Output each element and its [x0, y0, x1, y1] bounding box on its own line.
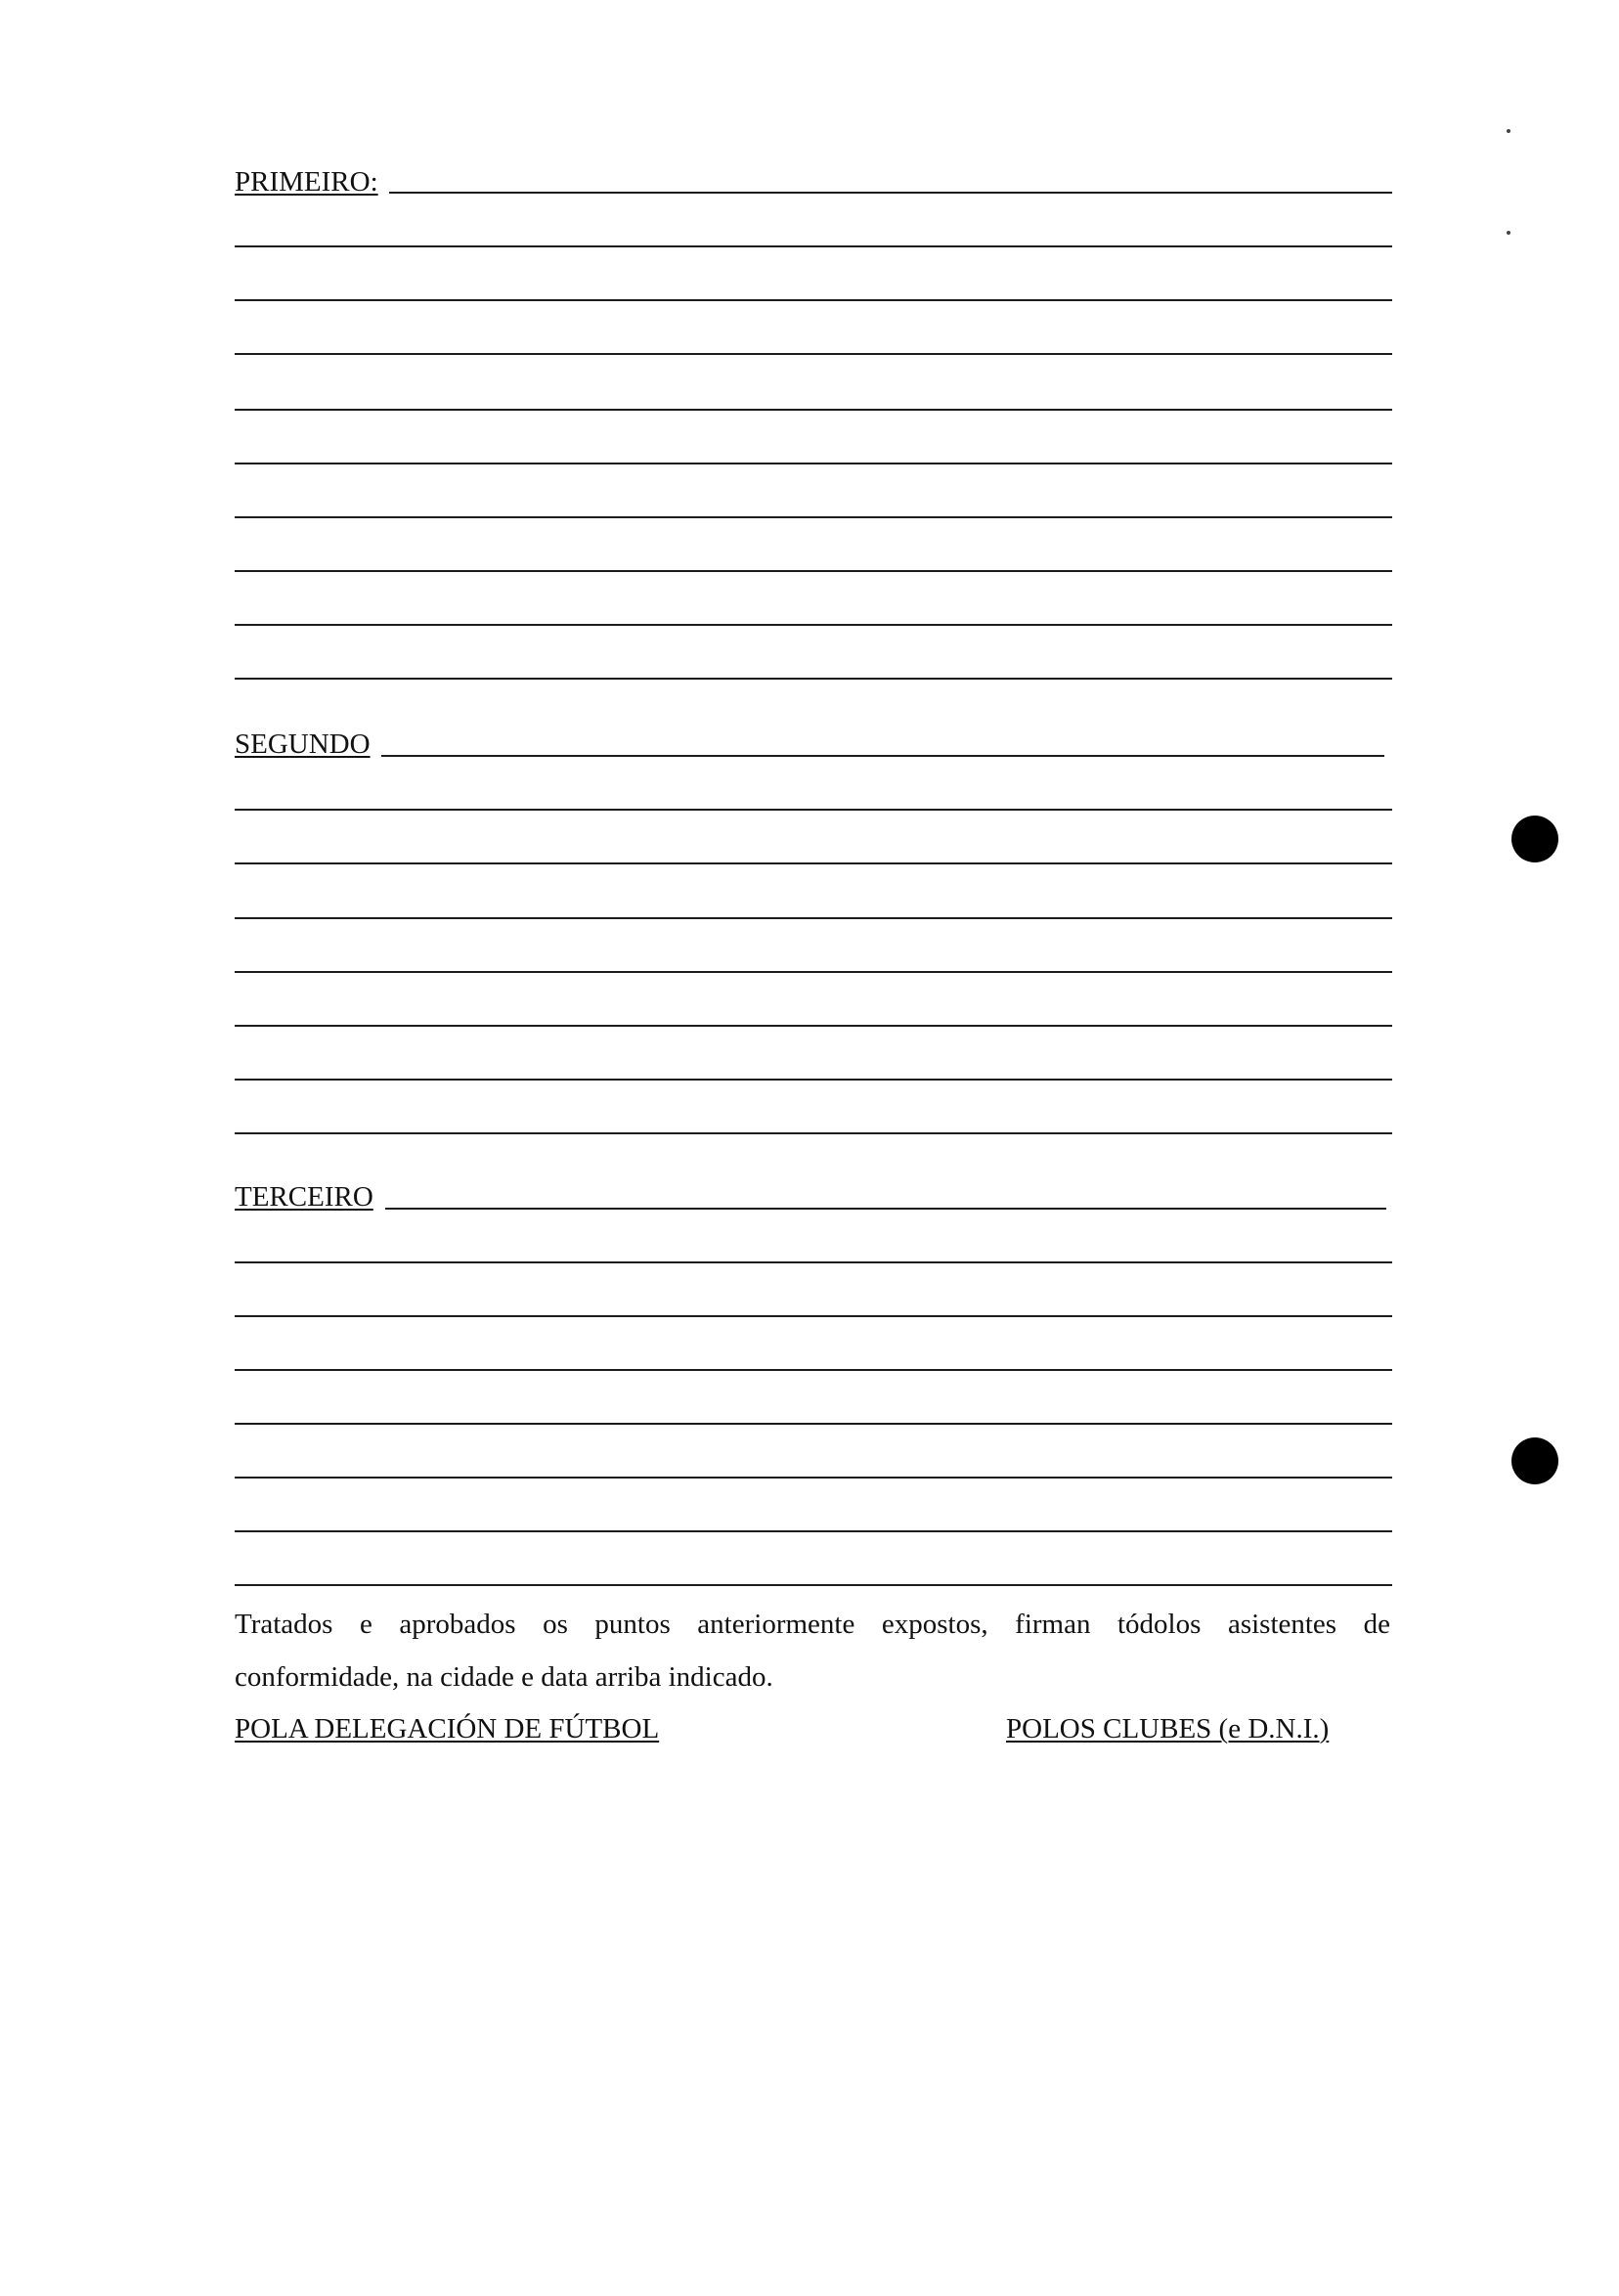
fill-line[interactable]	[235, 1584, 1392, 1586]
fill-line[interactable]	[235, 409, 1392, 411]
signature-clubs-label: POLOS CLUBES (e D.N.I.)	[1006, 1713, 1330, 1744]
fill-line[interactable]	[235, 1423, 1392, 1425]
fill-line[interactable]	[235, 570, 1392, 572]
fill-line[interactable]	[235, 624, 1392, 626]
fill-line[interactable]	[235, 353, 1392, 355]
fill-line[interactable]	[235, 516, 1392, 518]
section-third-label: TERCEIRO	[235, 1181, 373, 1213]
fill-line[interactable]	[235, 1079, 1392, 1081]
closing-line-1: Tratados e aprobados os puntos anteriormente expostos, firman tódolos asistentes de	[235, 1609, 1390, 1640]
scan-speck	[1507, 129, 1510, 133]
fill-line[interactable]	[235, 917, 1392, 919]
fill-line[interactable]	[389, 192, 1392, 194]
fill-line[interactable]	[235, 862, 1392, 864]
fill-line[interactable]	[235, 463, 1392, 464]
fill-line[interactable]	[385, 1208, 1386, 1210]
closing-paragraph	[235, 1598, 1390, 1703]
section-first-label: PRIMEIRO:	[235, 166, 378, 198]
fill-line[interactable]	[235, 1477, 1392, 1479]
fill-line[interactable]	[235, 1315, 1392, 1317]
fill-line[interactable]	[235, 1530, 1392, 1532]
signature-delegation-label: POLA DELEGACIÓN DE FÚTBOL	[235, 1713, 660, 1744]
punch-hole	[1511, 1437, 1558, 1484]
fill-line[interactable]	[235, 1369, 1392, 1371]
fill-line[interactable]	[235, 245, 1392, 247]
fill-line[interactable]	[381, 755, 1384, 757]
fill-line[interactable]	[235, 1261, 1392, 1263]
fill-line[interactable]	[235, 971, 1392, 973]
punch-hole	[1511, 816, 1558, 862]
fill-line[interactable]	[235, 299, 1392, 301]
fill-line[interactable]	[235, 809, 1392, 811]
closing-line-2: conformidade, na cidade e data arriba indicado.	[235, 1661, 773, 1693]
fill-line[interactable]	[235, 678, 1392, 680]
section-second-label: SEGUNDO	[235, 729, 371, 760]
scan-speck	[1507, 231, 1510, 235]
fill-line[interactable]	[235, 1025, 1392, 1027]
fill-line[interactable]	[235, 1132, 1392, 1134]
